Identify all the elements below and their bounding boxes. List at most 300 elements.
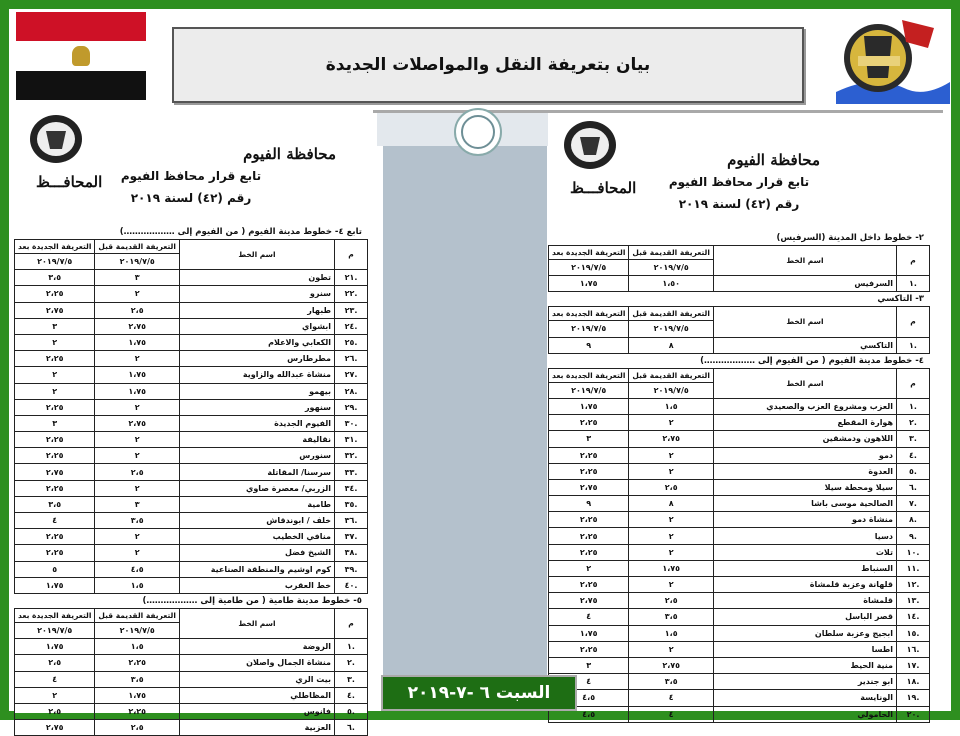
doc-header	[14, 107, 368, 225]
row-number: .٩	[897, 528, 930, 544]
table-header-row	[549, 246, 930, 260]
col-old-date: ٢٠١٩/٧/٥	[95, 254, 180, 270]
row-line-name: دمو	[713, 447, 896, 463]
table-header-row	[549, 307, 930, 321]
table-row	[15, 318, 368, 334]
row-line-name: العدوة	[713, 463, 896, 479]
row-old-fare: ٣،٥	[95, 513, 180, 529]
row-new-fare: ٢،٢٥	[549, 463, 629, 479]
row-line-name: العزب ومشروع العزب والصعيدي	[713, 398, 896, 414]
row-line-name: سرسنا/ المقاتلة	[179, 464, 334, 480]
col-old-date: ٢٠١٩/٧/٥	[629, 382, 714, 398]
tariff-table	[14, 608, 368, 736]
row-line-name: العزبية	[179, 720, 334, 736]
row-line-name: نقاليفة	[179, 432, 334, 448]
row-number: .٣٨	[335, 545, 368, 561]
tariff-table	[548, 245, 930, 292]
row-old-fare: ٢،٥	[629, 593, 714, 609]
row-number: .١٤	[897, 609, 930, 625]
row-line-name: ابو جندير	[713, 674, 896, 690]
row-number: .١٦	[897, 641, 930, 657]
table-row	[549, 463, 930, 479]
row-line-name: ابشواي	[179, 318, 334, 334]
row-old-fare: ١،٥	[629, 625, 714, 641]
col-old-date: ٢٠١٩/٧/٥	[629, 260, 714, 276]
date-label: السبت ٦ -٧-٢٠١٩	[407, 683, 551, 703]
row-number: .١٩	[897, 690, 930, 706]
col-line-header: اسم الخط	[179, 240, 334, 270]
row-number: .٣٥	[335, 496, 368, 512]
fayoum-logo-icon	[834, 12, 952, 104]
row-old-fare: ٢	[95, 529, 180, 545]
row-old-fare: ٣	[95, 270, 180, 286]
col-num-header: م	[335, 608, 368, 638]
title-box	[172, 27, 804, 103]
row-old-fare: ٢،٥	[95, 720, 180, 736]
decree-number: رقم (٤٢) لسنة ٢٠١٩	[130, 191, 252, 205]
row-line-name: الزربي/ معصرة صاوي	[179, 480, 334, 496]
row-number: .٢٢	[335, 286, 368, 302]
table-row	[549, 415, 930, 431]
row-number: .٣٢	[335, 448, 368, 464]
row-new-fare: ٢	[15, 687, 95, 703]
table-row	[15, 480, 368, 496]
row-line-name: طبهار	[179, 302, 334, 318]
table-row	[549, 496, 930, 512]
row-new-fare: ٣	[549, 431, 629, 447]
row-new-fare: ١،٧٥	[549, 398, 629, 414]
table-row	[549, 609, 930, 625]
table-row	[549, 706, 930, 722]
row-new-fare: ٢	[15, 334, 95, 350]
row-old-fare: ١،٥	[95, 577, 180, 593]
col-new-date: ٢٠١٩/٧/٥	[549, 382, 629, 398]
table-header-row	[15, 240, 368, 254]
row-new-fare: ٢	[15, 383, 95, 399]
col-new-date: ٢٠١٩/٧/٥	[549, 260, 629, 276]
table-row	[15, 496, 368, 512]
row-old-fare: ٢،٧٥	[629, 657, 714, 673]
row-new-fare: ٢،٢٥	[15, 529, 95, 545]
row-old-fare: ٢،٥	[95, 302, 180, 318]
doc-header	[548, 113, 930, 231]
table-header-row	[549, 368, 930, 382]
row-new-fare: ٢،٢٥	[549, 544, 629, 560]
table-row	[15, 399, 368, 415]
table-row	[15, 334, 368, 350]
row-number: .١٥	[897, 625, 930, 641]
table-row	[549, 512, 930, 528]
table-row	[549, 479, 930, 495]
tariff-table	[548, 306, 930, 353]
decree-title: تابع قرار محافظ الفيوم	[668, 175, 810, 189]
table-row	[15, 270, 368, 286]
row-line-name: الونايسة	[713, 690, 896, 706]
row-line-name: بيهمو	[179, 383, 334, 399]
row-old-fare: ٢،٧٥	[629, 431, 714, 447]
table-row	[549, 560, 930, 576]
row-new-fare: ٢،٢٥	[15, 351, 95, 367]
row-line-name: الكعابي والاعلام	[179, 334, 334, 350]
row-line-name: المظاطلي	[179, 687, 334, 703]
col-num-header: م	[897, 307, 930, 337]
row-line-name: ابجيج وعزبة سلطان	[713, 625, 896, 641]
row-old-fare: ٢	[629, 577, 714, 593]
row-new-fare: ٢،٥	[15, 703, 95, 719]
row-old-fare: ٢،٥	[629, 479, 714, 495]
row-old-fare: ٢	[629, 544, 714, 560]
row-new-fare: ٢،٢٥	[549, 641, 629, 657]
row-old-fare: ٢	[95, 351, 180, 367]
col-new-header: التعريفة الجديدة بعد	[549, 307, 629, 321]
row-new-fare: ٢،٢٥	[15, 286, 95, 302]
table-row	[549, 657, 930, 673]
row-number: .٢	[897, 415, 930, 431]
row-new-fare: ١،٧٥	[15, 577, 95, 593]
row-number: .٢٤	[335, 318, 368, 334]
row-line-name: قلهانة وعزبة قلمشاة	[713, 577, 896, 593]
table-row	[549, 447, 930, 463]
governorate-seal-icon	[28, 113, 84, 165]
row-old-fare: ٢،٧٥	[95, 318, 180, 334]
row-new-fare: ٢،٧٥	[549, 593, 629, 609]
row-old-fare: ٢	[629, 641, 714, 657]
table-row	[15, 351, 368, 367]
row-new-fare: ٢،٧٥	[549, 479, 629, 495]
col-line-header: اسم الخط	[179, 608, 334, 638]
row-old-fare: ٨	[629, 337, 714, 353]
row-new-fare: ٢،٢٥	[15, 448, 95, 464]
col-new-header: التعريفة الجديدة بعد	[549, 246, 629, 260]
table-row	[549, 593, 930, 609]
row-old-fare: ١،٥	[95, 639, 180, 655]
row-old-fare: ٢	[95, 432, 180, 448]
ring-icon	[454, 108, 502, 156]
table-row	[15, 529, 368, 545]
row-number: .٢	[335, 655, 368, 671]
row-new-fare: ٢،٢٥	[549, 528, 629, 544]
row-new-fare: ٢،٥	[15, 655, 95, 671]
row-line-name: اطسا	[713, 641, 896, 657]
row-old-fare: ٢	[95, 448, 180, 464]
row-new-fare: ١،٧٥	[549, 276, 629, 292]
left-tables	[14, 225, 368, 736]
row-old-fare: ٤	[629, 690, 714, 706]
row-number: .٣٧	[335, 529, 368, 545]
row-number: .١	[897, 337, 930, 353]
row-new-fare: ٢،٧٥	[15, 464, 95, 480]
row-new-fare: ٤	[549, 609, 629, 625]
row-number: .٧	[897, 496, 930, 512]
row-new-fare: ٢،٢٥	[549, 577, 629, 593]
row-old-fare: ٢	[95, 399, 180, 415]
row-new-fare: ٢	[549, 560, 629, 576]
section-heading: تابع ٤- خطوط مدينة الفيوم ( من الفيوم إلى ………………)	[119, 227, 362, 237]
row-number: .٤	[897, 447, 930, 463]
row-number: .٤	[335, 687, 368, 703]
row-new-fare: ٤،٥	[549, 690, 629, 706]
col-line-header: اسم الخط	[713, 307, 896, 337]
table-row	[15, 286, 368, 302]
row-old-fare: ٣	[95, 496, 180, 512]
row-new-fare: ٢،٢٥	[15, 399, 95, 415]
row-number: .١٠	[897, 544, 930, 560]
row-line-name: اللاهون ودمشقين	[713, 431, 896, 447]
row-line-name: دسيا	[713, 528, 896, 544]
table-row	[15, 513, 368, 529]
table-row	[15, 432, 368, 448]
table-row	[549, 641, 930, 657]
row-line-name: سنورس	[179, 448, 334, 464]
row-new-fare: ٢،٢٥	[15, 545, 95, 561]
row-line-name: خط العقرب	[179, 577, 334, 593]
row-old-fare: ١،٧٥	[95, 367, 180, 383]
row-old-fare: ٢	[95, 545, 180, 561]
row-new-fare: ٢،٧٥	[15, 720, 95, 736]
row-line-name: مطرطارس	[179, 351, 334, 367]
row-line-name: الشيخ فضل	[179, 545, 334, 561]
col-line-header: اسم الخط	[713, 246, 896, 276]
row-line-name: تطون	[179, 270, 334, 286]
table-row	[15, 655, 368, 671]
row-old-fare: ٣،٥	[95, 671, 180, 687]
section-heading: ٣- التاكسي	[877, 294, 924, 305]
row-new-fare: ٣	[15, 415, 95, 431]
row-line-name: الصالحية موسى باشا	[713, 496, 896, 512]
row-number: .٢٨	[335, 383, 368, 399]
row-old-fare: ٢	[95, 480, 180, 496]
row-line-name: الفيوم الجديدة	[179, 415, 334, 431]
col-old-date: ٢٠١٩/٧/٥	[95, 622, 180, 638]
row-old-fare: ٤	[629, 706, 714, 722]
row-number: .٢٥	[335, 334, 368, 350]
row-line-name: منية الحيط	[713, 657, 896, 673]
governor-label: المحافـــظ	[36, 173, 103, 191]
row-new-fare: ٩	[549, 337, 629, 353]
row-number: .٢٠	[897, 706, 930, 722]
center-panel	[383, 146, 547, 678]
col-old-date: ٢٠١٩/٧/٥	[629, 321, 714, 337]
row-new-fare: ٢،٢٥	[549, 415, 629, 431]
table-row	[15, 367, 368, 383]
row-line-name: منشاة الجمال واصلان	[179, 655, 334, 671]
row-number: .١	[897, 398, 930, 414]
egypt-flag-icon	[16, 12, 146, 100]
table-row	[15, 383, 368, 399]
row-new-fare: ٤	[15, 671, 95, 687]
row-line-name: سنرو	[179, 286, 334, 302]
row-line-name: طامية	[179, 496, 334, 512]
row-number: .١٢	[897, 577, 930, 593]
row-line-name: الحامولي	[713, 706, 896, 722]
row-number: .١٣	[897, 593, 930, 609]
col-old-header: التعريفة القديمة قبل	[95, 240, 180, 254]
col-num-header: م	[897, 368, 930, 398]
row-line-name: منشاة عبدالله والزاوية	[179, 367, 334, 383]
row-number: .٣٤	[335, 480, 368, 496]
row-old-fare: ١،٥٠	[629, 276, 714, 292]
row-number: .٥	[897, 463, 930, 479]
row-old-fare: ٢	[629, 415, 714, 431]
row-number: .٨	[897, 512, 930, 528]
col-old-header: التعريفة القديمة قبل	[629, 307, 714, 321]
row-new-fare: ٤	[15, 513, 95, 529]
row-old-fare: ٢	[95, 286, 180, 302]
right-tables	[548, 231, 930, 723]
row-new-fare: ١،٧٥	[15, 639, 95, 655]
decree-page-right	[548, 113, 930, 719]
row-number: .٢٣	[335, 302, 368, 318]
col-new-date: ٢٠١٩/٧/٥	[15, 254, 95, 270]
table-row	[549, 544, 930, 560]
row-old-fare: ٤،٥	[95, 561, 180, 577]
row-new-fare: ٢	[15, 367, 95, 383]
section-heading: ٢- خطوط داخل المدينة (السرفيس)	[776, 233, 924, 243]
row-line-name: السنباط	[713, 560, 896, 576]
row-number: .٣٠	[335, 415, 368, 431]
row-number: .٢٦	[335, 351, 368, 367]
row-new-fare: ٣،٥	[15, 496, 95, 512]
row-old-fare: ١،٧٥	[95, 334, 180, 350]
row-number: .٣	[335, 671, 368, 687]
table-row	[15, 639, 368, 655]
row-line-name: كوم اوشيم والمنطقة الصناعية	[179, 561, 334, 577]
col-new-header: التعريفة الجديدة بعد	[549, 368, 629, 382]
table-row	[15, 687, 368, 703]
col-new-header: التعريفة الجديدة بعد	[15, 240, 95, 254]
row-old-fare: ١،٥	[629, 398, 714, 414]
gov-name: محافظة الفيوم	[243, 145, 336, 163]
table-row	[15, 671, 368, 687]
governor-label: المحافـــظ	[570, 179, 637, 197]
table-row	[15, 720, 368, 736]
row-line-name: خلف / ابوندقاش	[179, 513, 334, 529]
col-num-header: م	[335, 240, 368, 270]
row-number: .١	[897, 276, 930, 292]
row-line-name: منافي الخطيب	[179, 529, 334, 545]
decree-number: رقم (٤٢) لسنة ٢٠١٩	[678, 197, 800, 211]
row-line-name: بيت الري	[179, 671, 334, 687]
row-number: .٣	[897, 431, 930, 447]
row-old-fare: ١،٧٥	[95, 687, 180, 703]
row-line-name: قصر الباسل	[713, 609, 896, 625]
row-line-name: سنهور	[179, 399, 334, 415]
table-row	[549, 625, 930, 641]
col-num-header: م	[897, 246, 930, 276]
table-row	[15, 545, 368, 561]
row-number: .٣١	[335, 432, 368, 448]
col-old-header: التعريفة القديمة قبل	[629, 368, 714, 382]
decree-page-left	[14, 107, 368, 733]
row-old-fare: ١،٧٥	[95, 383, 180, 399]
col-new-date: ٢٠١٩/٧/٥	[15, 622, 95, 638]
row-number: .١٨	[897, 674, 930, 690]
row-new-fare: ٢،٢٥	[15, 480, 95, 496]
row-old-fare: ٢	[629, 528, 714, 544]
row-line-name: سيلا ومحطة سيلا	[713, 479, 896, 495]
table-row	[15, 464, 368, 480]
row-number: .٣٣	[335, 464, 368, 480]
table-row	[15, 448, 368, 464]
col-old-header: التعريفة القديمة قبل	[95, 608, 180, 622]
row-new-fare: ٢،٧٥	[15, 302, 95, 318]
row-old-fare: ١،٧٥	[629, 560, 714, 576]
row-line-name: تلات	[713, 544, 896, 560]
row-number: .٦	[335, 720, 368, 736]
section-heading: ٤- خطوط مدينة الفيوم ( من الفيوم إلى ………………)	[700, 355, 924, 366]
table-row	[549, 674, 930, 690]
row-new-fare: ١،٧٥	[549, 625, 629, 641]
row-line-name: السرفيس	[713, 276, 896, 292]
row-number: .٥	[335, 703, 368, 719]
row-old-fare: ٣،٥	[629, 674, 714, 690]
row-new-fare: ٣	[15, 318, 95, 334]
row-line-name: فانوس	[179, 703, 334, 719]
row-new-fare: ٤	[549, 674, 629, 690]
table-header-row	[15, 608, 368, 622]
table-row	[549, 690, 930, 706]
row-new-fare: ٢،٢٥	[549, 512, 629, 528]
row-number: .١٧	[897, 657, 930, 673]
decree-title: تابع قرار محافظ الفيوم	[120, 169, 262, 183]
section-heading: ٥- خطوط مدينة طامية ( من طامية إلى ………………)	[142, 595, 362, 606]
gov-name: محافظة الفيوم	[727, 151, 820, 169]
date-banner	[381, 675, 577, 711]
row-old-fare: ٢	[629, 447, 714, 463]
col-old-header: التعريفة القديمة قبل	[629, 246, 714, 260]
table-row	[549, 431, 930, 447]
row-line-name: قلمشاة	[713, 593, 896, 609]
tariff-table	[548, 368, 930, 723]
row-number: .١	[335, 639, 368, 655]
tariff-table	[14, 239, 368, 594]
row-old-fare: ٣،٥	[629, 609, 714, 625]
table-row	[15, 302, 368, 318]
row-new-fare: ٤،٥	[549, 706, 629, 722]
row-number: .٣٦	[335, 513, 368, 529]
row-old-fare: ٢	[629, 463, 714, 479]
governorate-seal-icon	[562, 119, 618, 171]
row-old-fare: ٢،٢٥	[95, 655, 180, 671]
row-new-fare: ٩	[549, 496, 629, 512]
row-old-fare: ٢	[629, 512, 714, 528]
row-number: .٤٠	[335, 577, 368, 593]
table-row	[15, 577, 368, 593]
row-old-fare: ٨	[629, 496, 714, 512]
table-row	[15, 703, 368, 719]
row-line-name: التاكسي	[713, 337, 896, 353]
row-number: .٦	[897, 479, 930, 495]
row-number: .٢٩	[335, 399, 368, 415]
table-row	[549, 528, 930, 544]
row-new-fare: ٣	[549, 657, 629, 673]
col-line-header: اسم الخط	[713, 368, 896, 398]
row-line-name: منشاة دمو	[713, 512, 896, 528]
row-number: .٢٧	[335, 367, 368, 383]
table-row	[15, 415, 368, 431]
row-new-fare: ٢،٢٥	[15, 432, 95, 448]
row-old-fare: ٢،٥	[95, 464, 180, 480]
row-old-fare: ٢،٢٥	[95, 703, 180, 719]
row-line-name: هوارة المقطع	[713, 415, 896, 431]
row-new-fare: ٥	[15, 561, 95, 577]
row-number: .٣٩	[335, 561, 368, 577]
col-new-header: التعريفة الجديدة بعد	[15, 608, 95, 622]
page-title: بيان بتعريفة النقل والمواصلات الجديدة	[325, 55, 651, 75]
row-number: .١١	[897, 560, 930, 576]
table-row	[549, 398, 930, 414]
col-new-date: ٢٠١٩/٧/٥	[549, 321, 629, 337]
